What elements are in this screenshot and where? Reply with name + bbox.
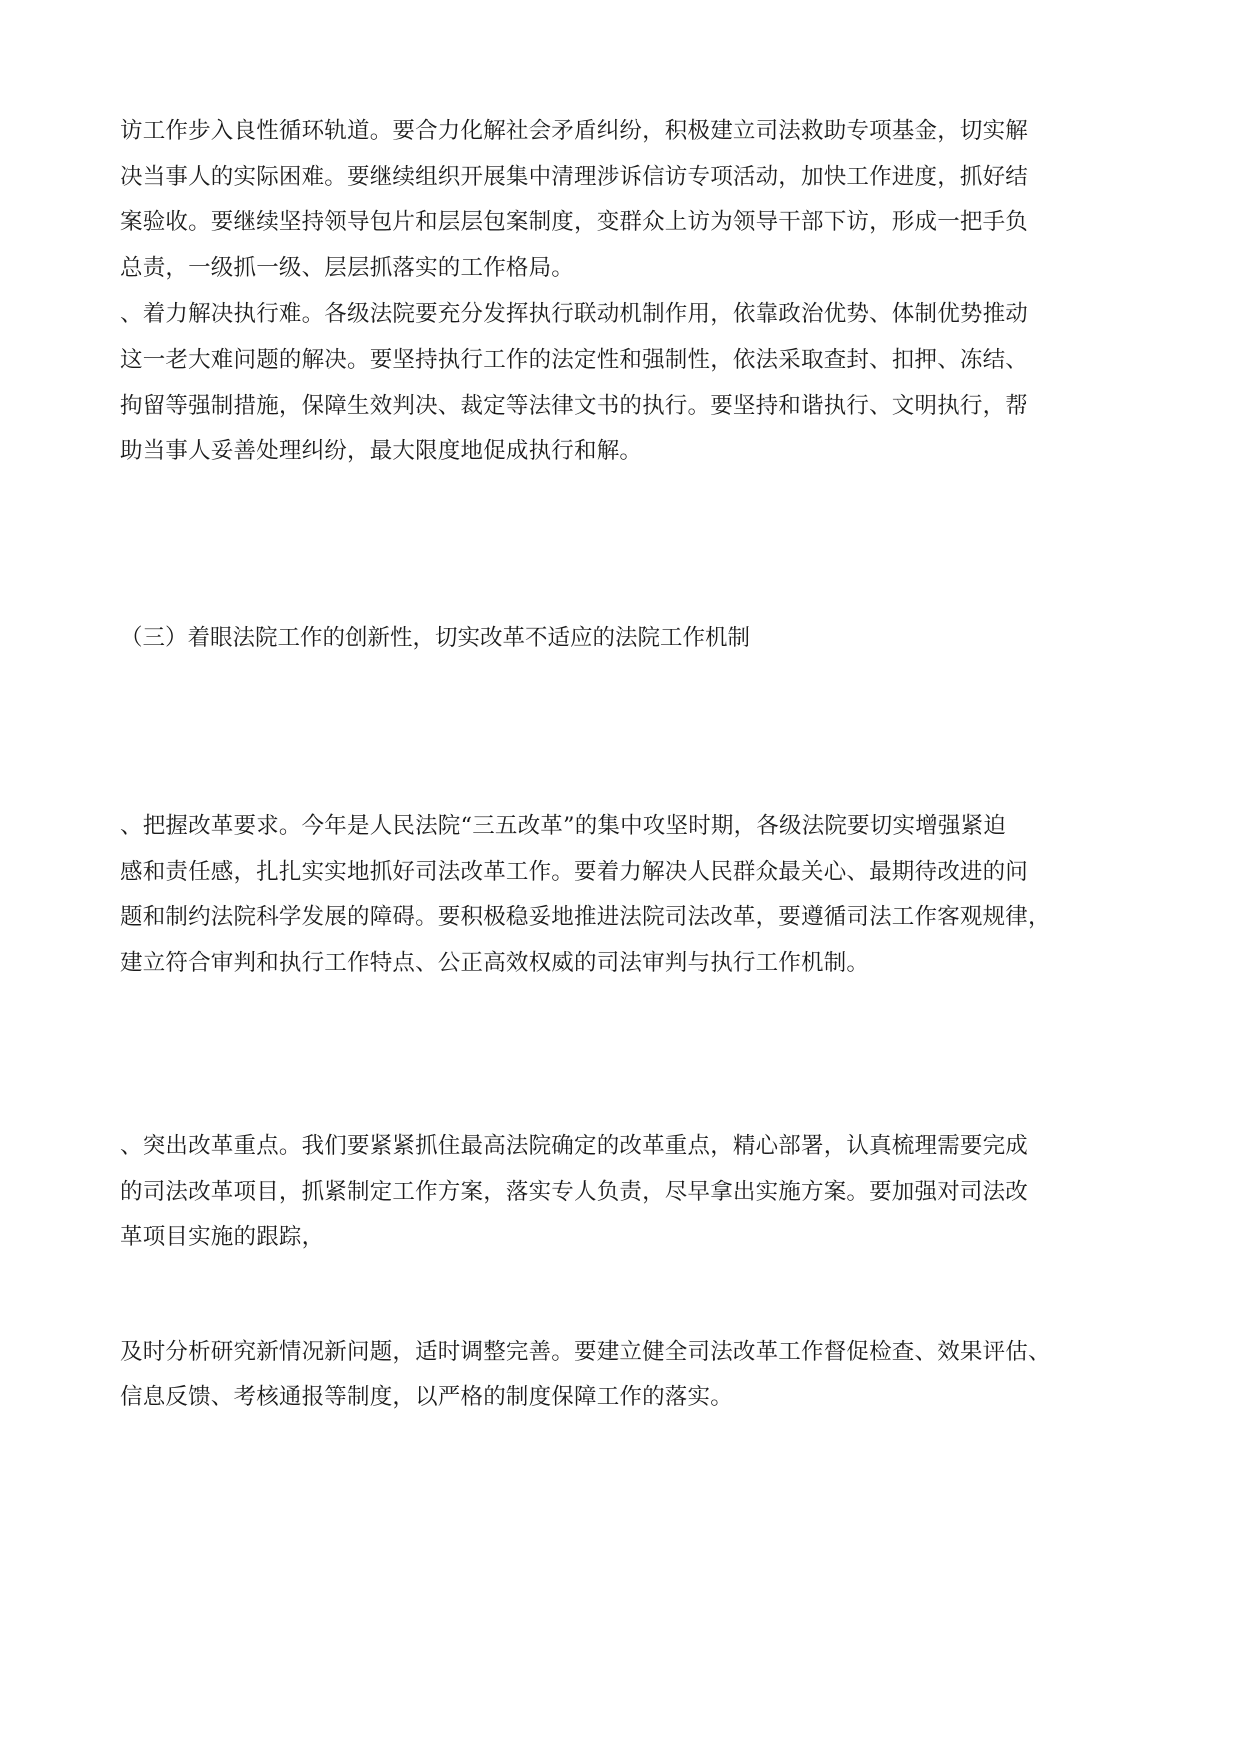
paragraph-line: 助当事人妥善处理纠纷，最大限度地促成执行和解。 xyxy=(120,438,643,464)
paragraph-line: 革项目实施的跟踪， xyxy=(120,1224,325,1250)
paragraph-line: 的司法改革项目，抓紧制定工作方案，落实专人负责，尽早拿出实施方案。要加强对司法改 xyxy=(120,1179,1029,1205)
paragraph-line: 决当事人的实际困难。要继续组织开展集中清理涉诉信访专项活动，加快工作进度，抓好结 xyxy=(120,164,1029,190)
paragraph-line: 、着力解决执行难。各级法院要充分发挥执行联动机制作用，依靠政治优势、体制优势推动 xyxy=(120,301,1029,327)
paragraph-line: 题和制约法院科学发展的障碍。要积极稳妥地推进法院司法改革，要遵循司法工作客观规律， xyxy=(120,904,1051,930)
paragraph-line: 感和责任感，扎扎实实地抓好司法改革工作。要着力解决人民群众最关心、最期待改进的问 xyxy=(120,859,1029,885)
paragraph-line: 及时分析研究新情况新问题，适时调整完善。要建立健全司法改革工作督促检查、效果评估、 xyxy=(120,1339,1051,1365)
paragraph-line: 这一老大难问题的解决。要坚持执行工作的法定性和强制性，依法采取查封、扣押、冻结、 xyxy=(120,347,1029,373)
paragraph-line: 、突出改革重点。我们要紧紧抓住最高法院确定的改革重点，精心部署，认真梳理需要完成 xyxy=(120,1133,1029,1159)
paragraph-line: 访工作步入良性循环轨道。要合力化解社会矛盾纠纷，积极建立司法救助专项基金，切实解 xyxy=(120,118,1029,144)
paragraph-line: 建立符合审判和执行工作特点、公正高效权威的司法审判与执行工作机制。 xyxy=(120,950,870,976)
paragraph-line: 总责，一级抓一级、层层抓落实的工作格局。 xyxy=(120,255,575,281)
section-heading: （三）着眼法院工作的创新性，切实改革不适应的法院工作机制 xyxy=(120,625,751,651)
paragraph-line: 信息反馈、考核通报等制度，以严格的制度保障工作的落实。 xyxy=(120,1384,733,1410)
paragraph-line: 案验收。要继续坚持领导包片和层层包案制度，变群众上访为领导干部下访，形成一把手负 xyxy=(120,209,1029,235)
paragraph-line: 、把握改革要求。今年是人民法院“三五改革”的集中攻坚时期，各级法院要切实增强紧迫 xyxy=(120,813,1007,839)
paragraph-line: 拘留等强制措施，保障生效判决、裁定等法律文书的执行。要坚持和谐执行、文明执行，帮 xyxy=(120,393,1029,419)
